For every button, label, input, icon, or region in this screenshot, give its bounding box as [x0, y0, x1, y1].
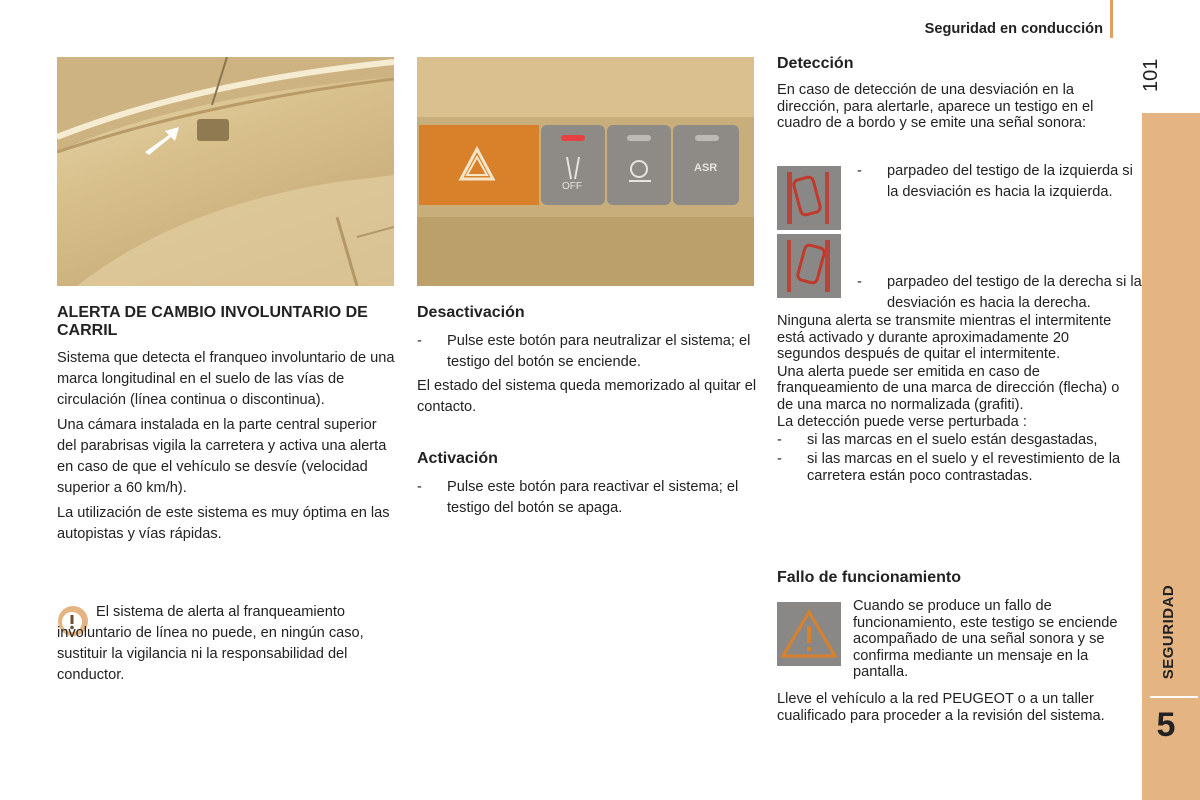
column-middle	[417, 304, 757, 519]
page-number: 101	[1140, 58, 1162, 92]
detection-details	[777, 313, 1122, 484]
asr-label: ASR	[694, 162, 718, 174]
camera-paragraph: Una cámara instalada en la parte central superior del parabrisas vigila la carretera y activa una alerta en caso de que el vehículo se desvíe (velocidad superior a 60 km/h).	[57, 417, 387, 496]
intro-paragraph: Sistema que detecta el franqueo involuntario de una marca longitudinal en el suelo de las vías de circulación (línea continua o discontinua).	[57, 350, 395, 408]
perturbed-paragraph: La detección puede verse perturbada :	[777, 414, 1027, 430]
activation-heading: Activación	[417, 450, 498, 467]
detection-paragraph: En caso de detección de una desviación en la dirección, para alertarle, aparece un testigo en el cuadro de a bordo y se emite una señal sonora:	[777, 82, 1094, 131]
off-label: OFF	[562, 181, 582, 192]
service-paragraph: Lleve el vehículo a la red PEUGEOT o a un taller cualificado para proceder a la revisión del sistema.	[777, 691, 1105, 724]
activation-item: - Pulse este botón para reactivar el sistema; el testigo del botón se apaga.	[417, 479, 739, 516]
windshield-camera-photo	[57, 57, 394, 286]
left-warning-item: - parpadeo del testigo de la izquierda si la desviación es hacia la izquierda.	[857, 163, 1133, 200]
lane-departure-right-icon	[777, 234, 841, 298]
switch-panel-illustration	[417, 57, 754, 286]
arrow-icon	[145, 127, 179, 155]
column-left	[57, 304, 397, 545]
perturbed-item: - si las marcas en el suelo están desgastadas,	[777, 431, 1098, 448]
right-warning-item: - parpadeo del testigo de la derecha si la desviación es hacia la derecha.	[857, 274, 1142, 311]
chapter-number: 5	[1156, 706, 1176, 744]
running-header: Seguridad en conducción	[924, 21, 1103, 37]
memory-paragraph: El estado del sistema queda memorizado al quitar el contacto.	[417, 378, 757, 415]
alert-paragraph: Una alerta puede ser emitida en caso de franqueamiento de una marca de dirección (flecha) o de una marca no normalizada (grafiti).	[777, 363, 1120, 413]
switch-panel-photo	[417, 57, 754, 286]
perturbed-item: - si las marcas en el suelo y el revestimiento de la carretera están poco contrastadas.	[777, 451, 1121, 484]
usage-paragraph: La utilización de este sistema es muy óptima en las autopistas y vías rápidas.	[57, 505, 390, 542]
column-right	[777, 55, 1117, 132]
lane-departure-left-icon	[777, 166, 841, 230]
detection-heading: Detección	[777, 55, 854, 72]
fault-warning-icon	[777, 602, 841, 666]
safety-note: El sistema de alerta al franqueamiento involuntario de línea no puede, en ningún caso, sustituir la vigilancia ni la responsabilidad del conductor.	[57, 604, 364, 683]
no-alert-paragraph: Ninguna alerta se transmite mientras el intermitente está activado y durante aproximadamente 20 segundos después de quitar el intermitente.	[777, 313, 1112, 362]
header-divider	[1110, 0, 1113, 38]
fault-heading: Fallo de funcionamiento	[777, 569, 962, 586]
section-label: SEGURIDAD	[1160, 584, 1177, 680]
deactivation-item: - Pulse este botón para neutralizar el sistema; el testigo del botón se enciende.	[417, 333, 751, 370]
tab-divider	[1150, 696, 1198, 698]
fault-paragraph: Cuando se produce un fallo de funcionamiento, este testigo se enciende acompañado de una señal sonora y se confirma mediante un mensaje en la pantalla.	[853, 598, 1118, 680]
section-heading: ALERTA DE CAMBIO INVOLUNTARIO DE CARRIL	[57, 304, 368, 339]
deactivation-heading: Desactivación	[417, 304, 525, 321]
windshield-illustration	[57, 57, 394, 286]
